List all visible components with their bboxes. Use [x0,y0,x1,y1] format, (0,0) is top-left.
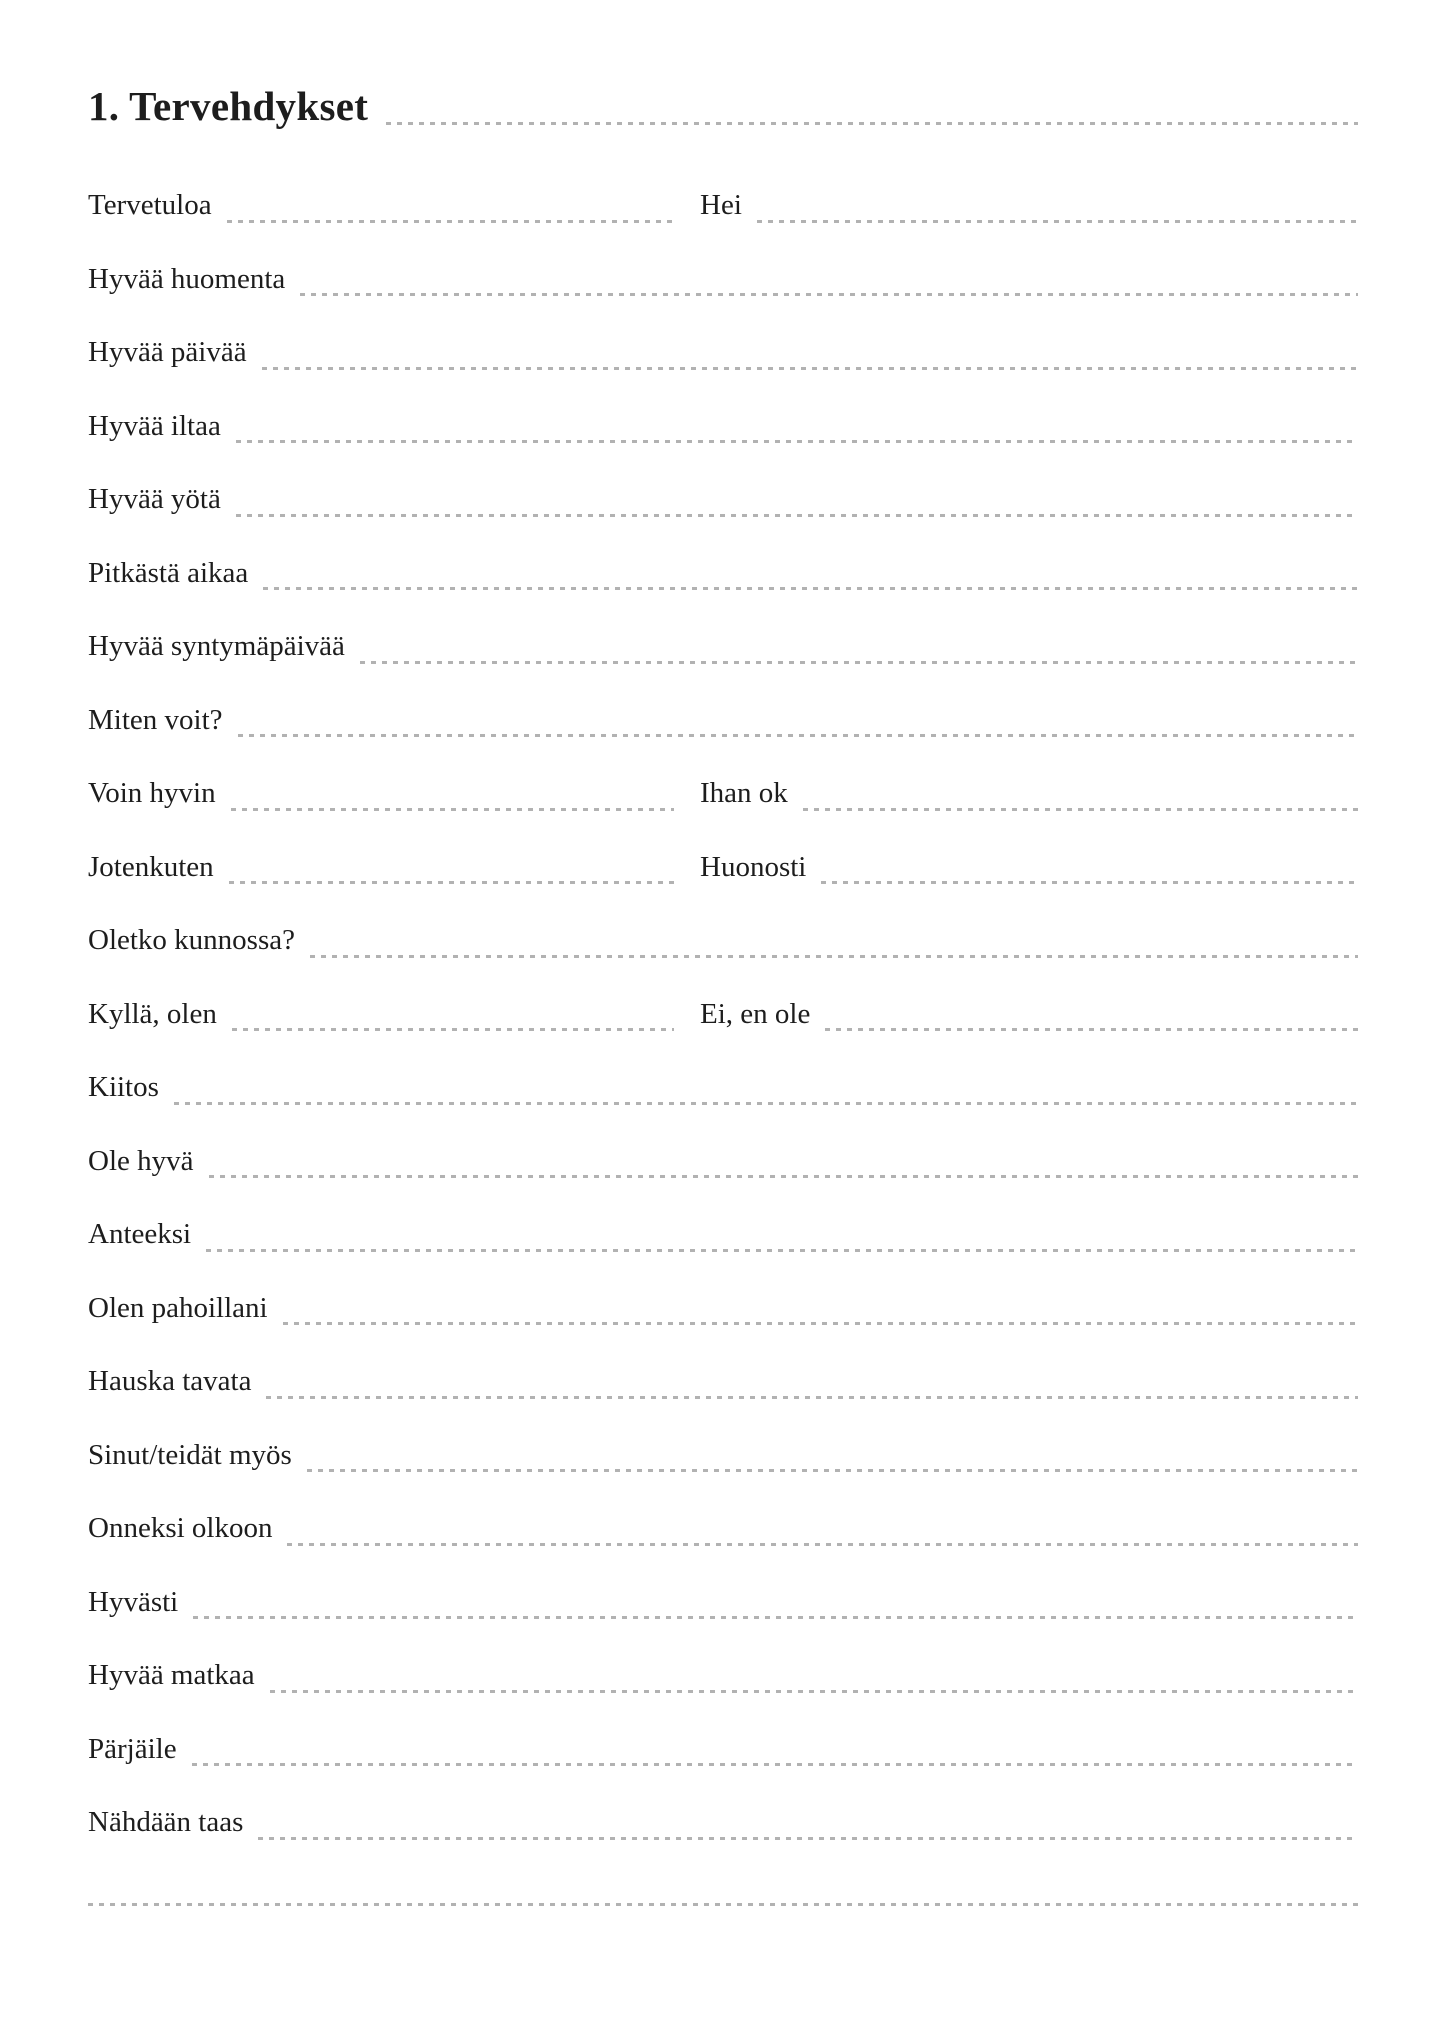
vocab-row [88,812,1358,886]
answer-line [258,1837,1358,1840]
term-label: Hyvää päivää [88,336,247,369]
vocab-cell [88,1363,1358,1399]
vocab-cell [88,1437,1358,1473]
vocab-cell [88,1657,1358,1693]
term-label: Hauska tavata [88,1365,252,1398]
answer-line [192,1763,1358,1766]
answer-line [821,881,1358,884]
vocab-cell [88,1731,1358,1767]
vocab-cell [700,187,1358,223]
vocab-cell [700,849,1358,885]
vocab-cell [88,1584,1358,1620]
vocab-cell [88,1290,1358,1326]
vocab-row [88,444,1358,518]
vocab-row [88,1326,1358,1400]
term-label: Hyvää yötä [88,483,221,516]
term-label: Anteeksi [88,1218,192,1251]
vocab-row [88,1106,1358,1180]
vocab-row [88,150,1358,224]
vocab-cell [700,775,1358,811]
answer-line [209,1175,1359,1178]
vocab-cell [700,996,1358,1032]
vocab-cell [88,187,674,223]
vocab-row [88,297,1358,371]
term-label: Olen pahoillani [88,1291,268,1324]
answer-line [231,808,674,811]
vocab-cell [88,334,1358,370]
vocab-row [88,591,1358,665]
answer-line [174,1102,1358,1105]
vocab-cell [88,1804,1358,1840]
answer-line [227,220,674,223]
term-label: Onneksi olkoon [88,1512,273,1545]
term-label: Ole hyvä [88,1144,194,1177]
vocab-row [88,371,1358,445]
vocab-cell [88,408,1358,444]
answer-line [236,514,1358,517]
term-label: Hyvää syntymäpäivää [88,630,345,663]
vocab-row [88,1179,1358,1253]
term-label: Pitkästä aikaa [88,556,249,589]
title-underline-line [386,122,1358,125]
term-label: Huonosti [700,850,807,883]
vocab-row [88,738,1358,812]
term-label: Sinut/teidät myös [88,1438,292,1471]
term-label: Oletko kunnossa? [88,924,295,957]
answer-line [287,1543,1358,1546]
term-label: Voin hyvin [88,777,216,810]
answer-line [310,955,1358,958]
page-title: 1. Tervehdykset [88,83,369,129]
vocab-cell [88,922,1358,958]
vocab-row [88,1400,1358,1474]
vocab-row [88,1620,1358,1694]
vocab-row [88,885,1358,959]
vocab-cell [88,1143,1358,1179]
answer-line [300,293,1358,296]
vocab-row [88,959,1358,1033]
term-label: Miten voit? [88,703,223,736]
term-label: Hyvää matkaa [88,1659,255,1692]
term-label: Hyvästi [88,1585,179,1618]
vocab-cell [88,1510,1358,1546]
answer-line [266,1396,1358,1399]
term-label: Nähdään taas [88,1806,244,1839]
term-label: Jotenkuten [88,850,214,883]
answer-line [270,1690,1358,1693]
vocab-cell [88,261,1358,297]
vocab-row [88,1547,1358,1621]
term-label: Ei, en ole [700,997,811,1030]
section-title-row [88,0,1358,127]
vocab-cell [88,702,1358,738]
answer-line [757,220,1358,223]
vocab-row [88,518,1358,592]
term-label: Kyllä, olen [88,997,217,1030]
vocab-row [88,224,1358,298]
term-label: Hei [700,189,742,222]
term-label: Hyvää huomenta [88,262,286,295]
answer-line [193,1616,1358,1619]
term-label: Hyvää iltaa [88,409,221,442]
vocab-cell [88,1069,1358,1105]
answer-line [238,734,1358,737]
answer-line [307,1469,1358,1472]
answer-line [263,587,1358,590]
answer-line [283,1322,1358,1325]
vocab-row [88,1473,1358,1547]
answer-line [229,881,674,884]
answer-line [825,1028,1358,1031]
term-label: Tervetuloa [88,189,212,222]
vocab-row [88,1767,1358,1841]
vocab-cell [88,775,674,811]
vocab-cell [88,1216,1358,1252]
vocab-row [88,1253,1358,1327]
answer-line [206,1249,1358,1252]
bottom-separator-line [88,1903,1358,1906]
vocab-row [88,1032,1358,1106]
term-label: Kiitos [88,1071,159,1104]
vocab-row [88,665,1358,739]
answer-line [236,440,1358,443]
vocab-cell [88,555,1358,591]
vocab-row [88,1694,1358,1768]
vocab-list [88,150,1358,1841]
answer-line [262,367,1358,370]
vocab-cell [88,996,674,1032]
answer-line [803,808,1358,811]
answer-line [360,661,1358,664]
vocab-cell [88,628,1358,664]
vocab-cell [88,849,674,885]
answer-line [232,1028,674,1031]
vocab-cell [88,481,1358,517]
term-label: Ihan ok [700,777,788,810]
term-label: Pärjäile [88,1732,177,1765]
